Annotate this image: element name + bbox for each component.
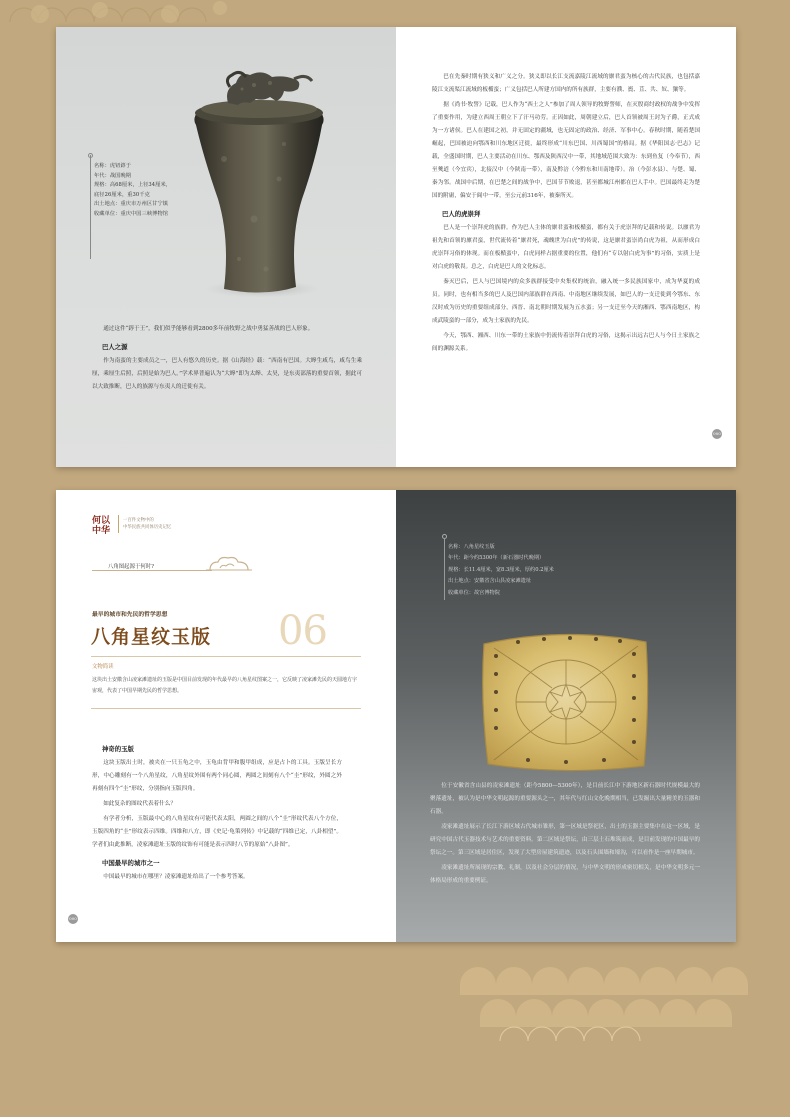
book-spread-1 [56, 27, 736, 467]
spread2-left-page [56, 490, 396, 942]
left-body-1: 这块玉版出土时，被夹在一只玉龟之中，玉龟由背甲和腹甲组成，应是占卜的工具。玉版呈长方形，中心雕刻有一个八角星纹，八角星纹外围有两个同心圆，两圆之间刻有八个“圭”形纹，外圆之外再刻有四个“圭”形纹，分别指向玉版四角。 如此复杂的图纹代表着什么？ 有学者分析，玉版最中心的八角星纹有可能代表太阳，两圆之间的八个“圭”形纹代表八个方位，玉版四角的“圭”形纹表示四维。四维和八方，即《史记·龟策列传》中记载的“四维已定，八卦相望”。学者们由此推断，凌家滩遗址玉版的纹饰有可能是表示四时八节的原始“八卦图”。 [92, 760, 342, 848]
chapter-number: 06 [278, 608, 327, 654]
artifact-info-card [448, 542, 658, 599]
chapter-title: 八角星纹玉版 [91, 626, 212, 648]
card-marker-line [444, 538, 445, 600]
page-number-badge-left: 000 [68, 914, 78, 924]
spread1-right-page [396, 27, 736, 467]
chapter-question: 八角图起源于何时? [108, 564, 155, 570]
section-heading-earliest-city: 中国最早的城市之一 [102, 859, 160, 867]
section-heading-tiger-worship: 巴人的虎崇拜 [442, 210, 481, 218]
spread1-right-text [432, 71, 700, 358]
right-body-1: 巴在先秦时期有狭义和广义之分。狭义即以长江支流嘉陵江流域的廪君蛮为核心的古代民族，也包括嘉陵江支流渠江流域的板楯蛮；广义包括巴人所建方国内的所有族群，主要有濮、賨、苴、共、奴、獽等。 据《尚书·牧誓》记载，巴人作为“西土之人”参加了周人领导的牧野誓师，在灭殷商纣政权的战争中发挥了重要作用，为建立西周王朝立下了汗马功劳。正因如此，周朝建立后，巴人首领被周王封为子爵，正式成为一方诸侯。巴人在建国之初，并无固定的疆域，也无固定的政治、经济、军事中心。春秋时期，随着楚国崛起，巴国被迫向鄂西和川东地区迁徙，最终形成“川东巴国、川西蜀国”的格局。据《华阳国志·巴志》记载，全盛国时期，巴人主要活动在川东、鄂西及陕西汉中一带，其地域范围大致为：东到鱼复（今奉节），西至僰道（今宜宾），北接汉中（今陕南一带），南及黔涪（今黔东和川南地带）。治（今彭水县）、与楚、蜀、秦为邻。战国中后期，在巴楚之间的战争中，巴国节节败退，甚至都城江州都在巴人手中。巴国最终走为楚国的附庸，偏安于阆中一带，至公元前316年，被秦所灭。 [432, 74, 700, 199]
left-body: 作为南蛮的主要成员之一，巴人有悠久的历史。据《山海经》载：“西南有巴国。大皞生咸鸟，咸鸟生乘厘，乘厘生后照，后照是始为巴人。”学术界普遍认为“大皞”即为太皞、太昊，是东夷部落的重要首领，据此可以大致推断，巴人的族源与东夷人的迁徙有关。 [92, 358, 362, 390]
artifact-name: 名称：八角星纹玉版 [448, 544, 495, 550]
section-heading-origin: 巴人之源 [102, 343, 128, 351]
artifact-site: 出土地点：安徽省含山县凌家滩遗址 [448, 578, 532, 585]
chapter-abstract: 这块出土安徽含山凌家滩遗址的玉版是中国目前发现的年代最早的八角星纹图案之一，它反映了凌家滩先民的天圆地方宇宙观，代表了中国早期先民的哲学思想。 [92, 677, 358, 694]
section-heading-jade-tablet: 神奇的玉版 [102, 745, 134, 753]
scale-pattern-decoration-top [0, 0, 300, 30]
left-body-2: 中国最早的城市在哪里？凌家滩遗址给出了一个参考答案。 [103, 874, 249, 880]
artifact-size-2: 底径26厘米，重30千克 [94, 191, 150, 198]
brand-subtitle: 一百件文物中的 中华民族共同体历史记忆 [123, 518, 172, 530]
brand-title: 何以中华 [92, 516, 111, 536]
artifact-info-card [94, 162, 212, 220]
brand-divider [118, 515, 119, 533]
eight-pointed-star-jade-tablet-image [474, 626, 656, 776]
right-body: 位于安徽省含山县的凌家滩遗址（距今5800—5300年），是目前长江中下游地区新石器时代规模最大的聚落遗址，被认为是中华文明起源的重要源头之一，其年代与红山文化晚期相当，已发掘出大量精美的玉器和石器。 凌家滩遗址展示了长江下游区域古代城市雏形，第一区域是祭祀区，出土的玉器主要集中在这一区域，是研究中国古代玉器技术与艺术的重要资料。第二区域是祭坛，由三层土石堆筑而成，是目前发现的中国最早的祭坛之一。第三区域是居住区，发现了大型房屋建筑遗迹，以及石头围墙和壕沟，可以看作是一座早期城市。 凌家滩遗址所展现的宗教、礼制，以及社会分层的情况，与中华文明的形成密切相关，是中华文明多元一体格局形成的重要例证。 [430, 783, 700, 884]
auspicious-cloud-icon [206, 556, 252, 574]
question-underline [92, 570, 212, 571]
right-body-2: 巴人是一个崇拜虎的族群。作为巴人主体的廪君蛮和板楯蛮，都有关于虎崇拜的记载和传说。以廪君为祖先和首领的廪君蛮，世代流传着“廪君死，魂魄世为白虎”的传说，这是廪君蛮崇尚白虎为祖，从而形成白虎崇拜习俗的体现。而在板楯蛮中，白虎同样占据重要的位置，他们有“专以射白虎为事”的习俗，实质上是对白虎的敬畏。总之，白虎是巴人的文化标志。 秦灭巴后，巴人与巴国境内的众多族群接受中央集权的统治，融入统一多民族国家中，成为华夏的成员。同时，也有相当多的巴人及巴国内部族群在西南、中南地区继续发展，如巴人的一支迁徙到今鄂东、东汉时成为历史的重要组成部分，西晋、南北朝时期发展为五水蛮；另一支迁至今天的湘西、鄂西南地区，构成武陵蛮的一部分，成为土家族的先民。 今天，鄂西、湘西、川东一带的土家族中仍流传着崇拜白虎的习俗，这揭示出远古巴人与今日土家族之间的渊源关系。 [432, 225, 700, 352]
artifact-name: 名称：虎钮錞于 [94, 163, 132, 169]
card-marker-line [90, 155, 91, 259]
spread2-right-text [430, 780, 700, 890]
scale-pattern-decoration-bottom [440, 945, 790, 1045]
artifact-site: 出土地点：重庆市万州区甘宁镇 [94, 201, 169, 208]
artifact-era: 年代：距今约5300年（新石器时代晚期） [448, 555, 545, 562]
artifact-collection: 收藏单位：故宫博物院 [448, 589, 500, 596]
chapter-kicker: 最早的城市和先民的哲学思想 [92, 612, 168, 618]
artifact-size: 规格：高68厘米，上径34厘米， [94, 182, 172, 189]
spread1-left-page [56, 27, 396, 467]
title-divider [91, 656, 361, 657]
spread2-left-text [92, 738, 342, 886]
artifact-era: 年代：战国晚期 [94, 172, 132, 179]
section-label: 文物简读 [92, 664, 114, 670]
abstract-divider [91, 708, 361, 709]
spread1-left-text [92, 323, 362, 396]
spread2-right-page [396, 490, 736, 942]
artifact-collection: 收藏单位：重庆中国三峡博物馆 [94, 210, 169, 217]
left-caption: 通过这件“錞于王”，我们似乎能够看到2800多年前牧野之战中勇猛善战的巴人形象。 [103, 326, 314, 332]
page-number-badge: 000 [712, 429, 722, 439]
artifact-size: 规格：长11.4厘米，宽8.3厘米，厚约0.2厘米 [448, 566, 554, 573]
book-spread-2 [56, 490, 736, 942]
